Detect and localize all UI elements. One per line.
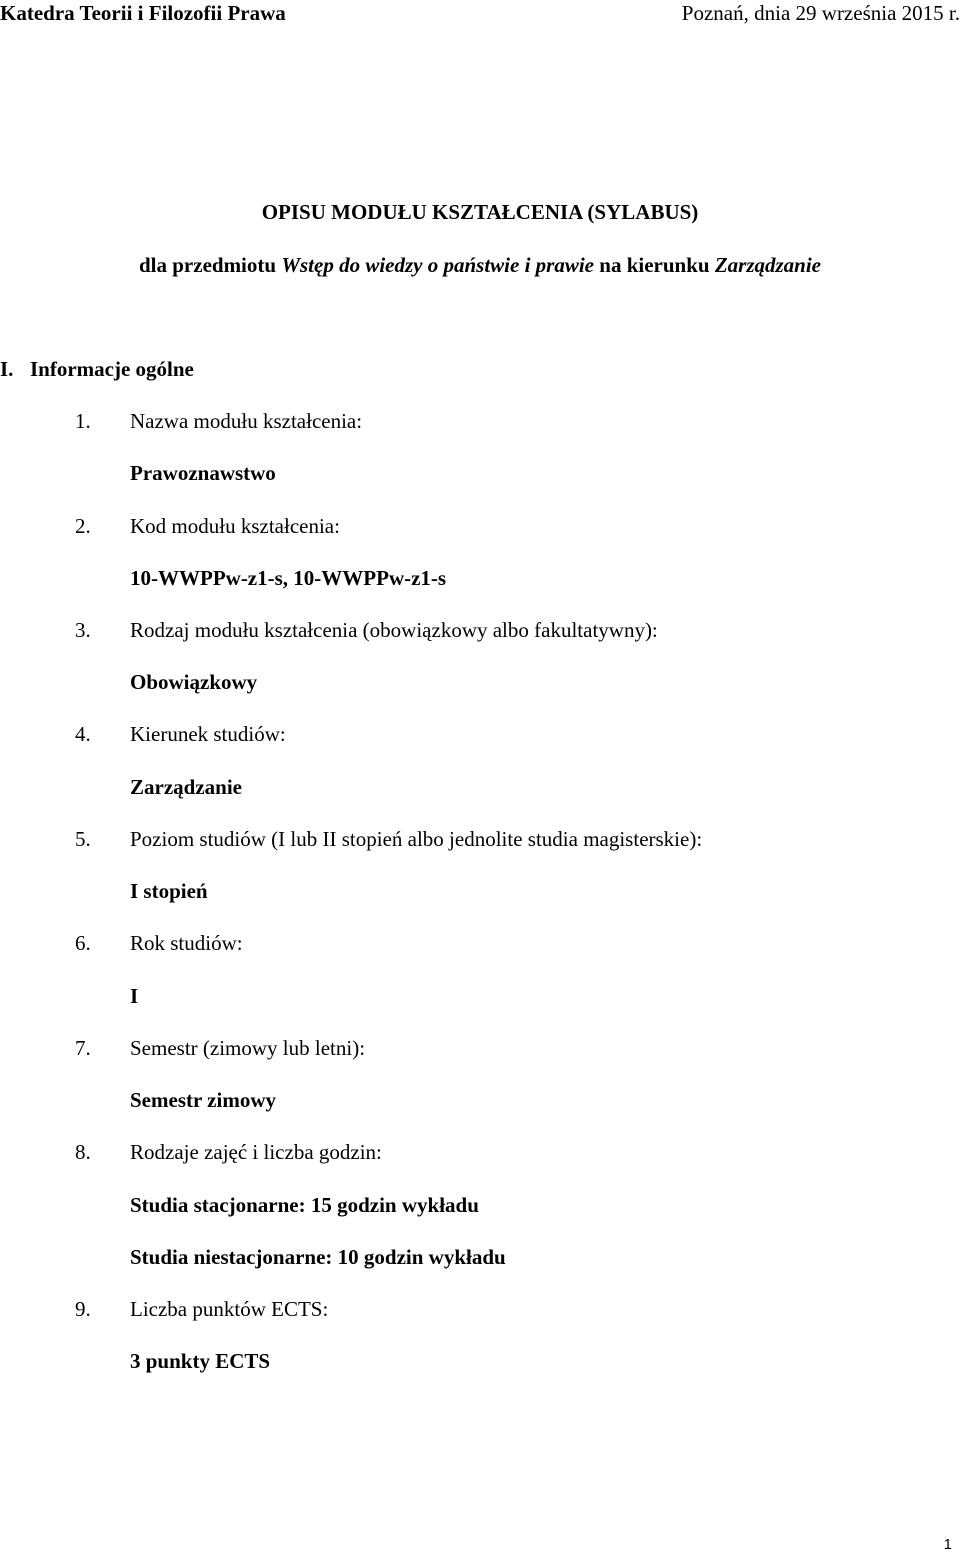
document-subtitle bbox=[0, 252, 960, 278]
page-number: 1 bbox=[943, 1536, 952, 1553]
item-label: Rodzaj modułu kształcenia (obowiązkowy albo fakultatywny): bbox=[130, 618, 658, 642]
item-label: Kod modułu kształcenia: bbox=[130, 514, 340, 538]
item-number: 1. bbox=[75, 409, 91, 433]
item-number: 5. bbox=[75, 827, 91, 851]
item-value: I bbox=[130, 984, 139, 1008]
item-number: 3. bbox=[75, 618, 91, 642]
item-label: Poziom studiów (I lub II stopień albo jednolite studia magisterskie): bbox=[130, 827, 703, 851]
section-number: I. bbox=[0, 357, 14, 381]
item-label: Rok studiów: bbox=[130, 931, 243, 955]
place-and-date: Poznań, dnia 29 września 2015 r. bbox=[681, 1, 960, 25]
course-name: Wstęp do wiedzy o państwie i prawie bbox=[281, 253, 595, 277]
item-value: Prawoznawstwo bbox=[130, 461, 276, 485]
subtitle-mid: na kierunku bbox=[594, 253, 715, 277]
item-number: 4. bbox=[75, 722, 91, 746]
document-title: OPISU MODUŁU KSZTAŁCENIA (SYLABUS) bbox=[261, 200, 699, 224]
item-value: Studia stacjonarne: 15 godzin wykładu bbox=[130, 1193, 479, 1217]
item-number: 7. bbox=[75, 1036, 91, 1060]
item-number: 9. bbox=[75, 1297, 91, 1321]
item-number: 6. bbox=[75, 931, 91, 955]
item-value: Studia niestacjonarne: 10 godzin wykładu bbox=[130, 1245, 506, 1269]
department-name: Katedra Teorii i Filozofii Prawa bbox=[0, 1, 286, 25]
section-title: Informacje ogólne bbox=[30, 357, 194, 381]
item-value: Zarządzanie bbox=[130, 775, 242, 799]
subtitle-prefix: dla przedmiotu bbox=[138, 253, 282, 277]
item-label: Kierunek studiów: bbox=[130, 722, 286, 746]
section-heading bbox=[0, 356, 194, 382]
field-name: Zarządzanie bbox=[714, 253, 822, 277]
item-number: 2. bbox=[75, 514, 91, 538]
item-value: I stopień bbox=[130, 879, 208, 903]
item-label: Nazwa modułu kształcenia: bbox=[130, 409, 363, 433]
item-value: 3 punkty ECTS bbox=[130, 1349, 271, 1373]
item-number: 8. bbox=[75, 1140, 91, 1164]
item-label: Semestr (zimowy lub letni): bbox=[130, 1036, 366, 1060]
item-value: 10-WWPPw-z1-s, 10-WWPPw-z1-s bbox=[130, 566, 447, 590]
item-label: Liczba punktów ECTS: bbox=[130, 1297, 329, 1321]
item-value: Semestr zimowy bbox=[130, 1088, 276, 1112]
item-value: Obowiązkowy bbox=[130, 670, 258, 694]
item-label: Rodzaje zajęć i liczba godzin: bbox=[130, 1140, 382, 1164]
